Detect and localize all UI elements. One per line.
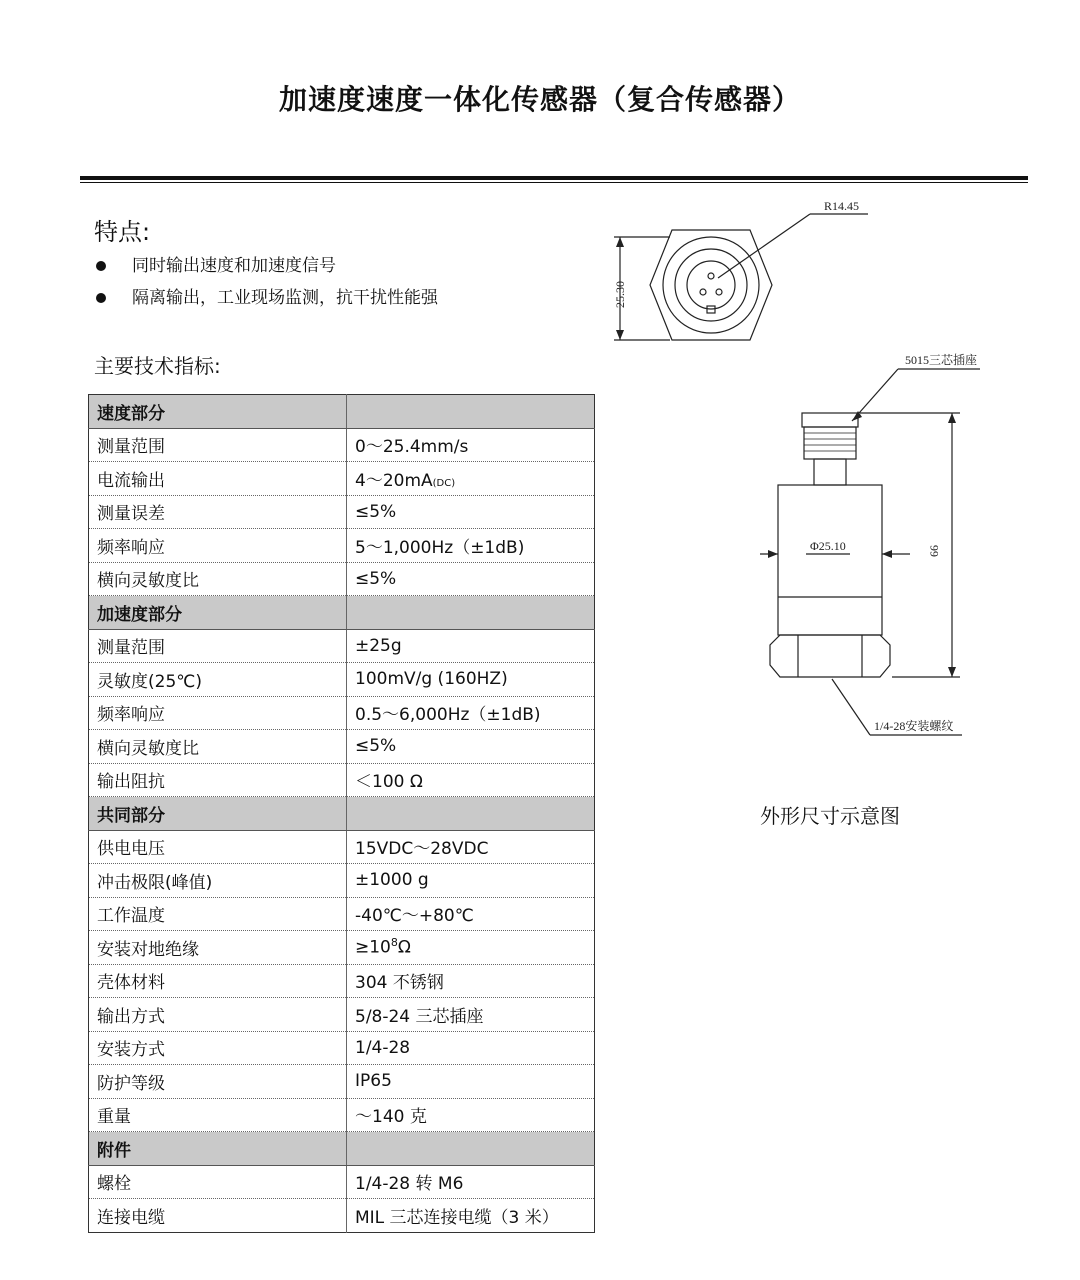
param-name: 输出阻抗: [89, 763, 347, 797]
param-value: 5～1,000Hz（±1dB): [347, 529, 595, 563]
param-name: 安装对地绝缘: [89, 931, 347, 965]
param-value-insulation: [347, 931, 595, 965]
param-value: 0～25.4mm/s: [347, 428, 595, 462]
title-rule-thin: [80, 182, 1028, 183]
section-row-acceleration: [89, 596, 595, 630]
table-row: [89, 562, 595, 596]
radius-leader: [718, 214, 810, 278]
table-row: [89, 864, 595, 898]
table-row: [89, 629, 595, 663]
section-row-velocity: [89, 395, 595, 429]
section-title: 速度部分: [89, 395, 347, 429]
table-row: [89, 1199, 595, 1233]
param-name: 防护等级: [89, 1065, 347, 1099]
table-row: [89, 1165, 595, 1199]
side-view-drawing: [740, 345, 990, 745]
connector-label: 5015三芯插座: [905, 353, 978, 367]
param-name: 横向灵敏度比: [89, 730, 347, 764]
outer-circle: [663, 237, 759, 333]
section-title: 加速度部分: [89, 596, 347, 630]
param-value: ≤5%: [347, 562, 595, 596]
param-value: ≥10: [355, 938, 391, 959]
param-value: ±25g: [347, 629, 595, 663]
table-row: [89, 1031, 595, 1065]
param-name: 电流输出: [89, 462, 347, 496]
param-name: 频率响应: [89, 696, 347, 730]
param-name: 灵敏度(25℃): [89, 663, 347, 697]
param-name: 连接电缆: [89, 1199, 347, 1233]
table-row: [89, 428, 595, 462]
param-name: 供电电压: [89, 830, 347, 864]
table-row: [89, 763, 595, 797]
top-view-drawing: [600, 190, 890, 350]
title-rule-thick: [80, 176, 1028, 180]
table-row: [89, 730, 595, 764]
feature-text: 同时输出速度和加速度信号: [132, 256, 336, 276]
table-row: [89, 529, 595, 563]
connector-cap: [802, 413, 858, 427]
diameter-label: Φ25.10: [810, 539, 846, 553]
param-value: -40℃～+80℃: [347, 897, 595, 931]
table-row: [89, 1065, 595, 1099]
param-name: 测量范围: [89, 428, 347, 462]
hex-base: [770, 635, 890, 677]
middle-circle: [675, 249, 747, 321]
feature-text: 隔离输出，工业现场监测，抗干扰性能强: [132, 288, 438, 308]
param-value: ≤5%: [347, 730, 595, 764]
param-value: IP65: [347, 1065, 595, 1099]
feature-item: [96, 286, 438, 318]
insulation-unit: Ω: [397, 938, 411, 959]
specs-heading: 主要技术指标:: [94, 354, 221, 378]
param-name: 横向灵敏度比: [89, 562, 347, 596]
pin-icon: [700, 289, 706, 295]
table-row: [89, 462, 595, 496]
param-name: 测量误差: [89, 495, 347, 529]
document-title: 加速度速度一体化传感器（复合传感器）: [278, 83, 801, 116]
sensor-body: [778, 485, 882, 635]
features-heading: 特点:: [94, 218, 151, 246]
table-row: [89, 830, 595, 864]
param-name: 频率响应: [89, 529, 347, 563]
feature-item: [96, 254, 438, 286]
param-value: ＜100 Ω: [347, 763, 595, 797]
spec-table: [88, 394, 595, 1233]
param-name: 输出方式: [89, 998, 347, 1032]
param-name: 螺栓: [89, 1165, 347, 1199]
param-value: 5/8-24 三芯插座: [347, 998, 595, 1032]
table-row: [89, 495, 595, 529]
param-value: ≤5%: [347, 495, 595, 529]
table-row: [89, 931, 595, 965]
neck: [814, 459, 846, 485]
inner-circle: [687, 261, 735, 309]
table-row: [89, 897, 595, 931]
table-row: [89, 663, 595, 697]
thread-leader: [832, 679, 870, 735]
param-name: 重量: [89, 1098, 347, 1132]
top-height-label: 25.30: [613, 281, 627, 308]
connector-thread: [804, 427, 856, 459]
insulation-exponent: 8: [390, 936, 398, 950]
param-value: ±1000 g: [347, 864, 595, 898]
table-row: [89, 696, 595, 730]
param-name: 冲击极限(峰值): [89, 864, 347, 898]
bullet-icon: [96, 293, 106, 303]
drawing-caption: 外形尺寸示意图: [760, 804, 900, 828]
param-name: 测量范围: [89, 629, 347, 663]
table-row: [89, 998, 595, 1032]
param-value: MIL 三芯连接电缆（3 米）: [355, 1207, 559, 1228]
hex-outline: [650, 230, 772, 340]
thread-label: 1/4-28安装螺纹: [874, 719, 954, 733]
param-value-current: [347, 462, 595, 496]
param-name: 安装方式: [89, 1031, 347, 1065]
radius-label: R14.45: [824, 199, 860, 213]
param-name: 工作温度: [89, 897, 347, 931]
param-name: 壳体材料: [89, 964, 347, 998]
param-value: 0.5～6,000Hz（±1dB): [347, 696, 595, 730]
param-value: 1/4-28 转 M6: [347, 1165, 595, 1199]
pin-icon: [716, 289, 722, 295]
bullet-icon: [96, 261, 106, 271]
overall-height-label: 66: [927, 545, 941, 557]
param-value: 100mV/g (160HZ): [347, 663, 595, 697]
param-value: 4～20mA: [355, 470, 433, 491]
param-value: 1/4-28: [347, 1031, 595, 1065]
param-value: ～140 克: [347, 1098, 595, 1132]
section-row-common: [89, 797, 595, 831]
table-row: [89, 964, 595, 998]
section-title: 共同部分: [89, 797, 347, 831]
pin-icon: [708, 273, 714, 279]
feature-list: [96, 254, 438, 318]
section-row-accessories: [89, 1132, 595, 1166]
param-value: 304 不锈钢: [347, 964, 595, 998]
table-row: [89, 1098, 595, 1132]
param-value: 15VDC～28VDC: [347, 830, 595, 864]
dc-suffix: (DC): [432, 477, 456, 489]
section-title: 附件: [89, 1132, 347, 1166]
